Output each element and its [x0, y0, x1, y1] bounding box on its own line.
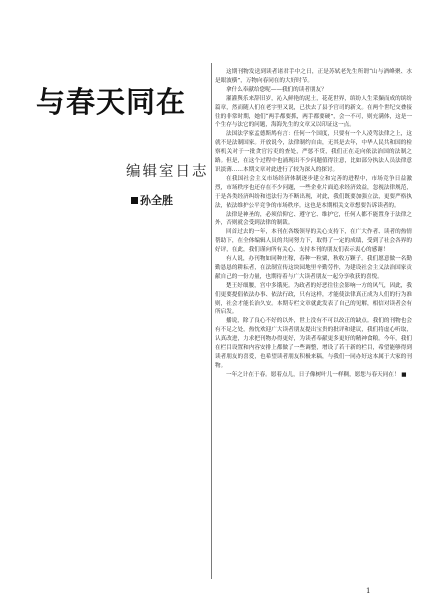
square-bullet-icon — [131, 197, 138, 204]
paragraph: 灌灌舆乐来辞旧岁，沁入鲜艳的泥土，花花世界，缤纷人生采撷而成的缤纷篇章，然而随人们在老字里又说，已扶去了县予官司的新文。在两个世纪交叠接往的非常时期，她们“两手都要抓，两手都要硬”，会一不可，则充满体，这是一个生存与法它的问题，海海先生的文章又以印证这一点。 — [215, 95, 412, 129]
column-divider — [211, 63, 212, 579]
author-name: 孙全胜 — [140, 194, 173, 207]
paragraph: 在我国社会主义市场经济体制逐步建立和完善的进程中，市场竞争日益激烈，市场秩序也还存在不少问题，一些企业片面追求经济效益，忽视法律规范，于是各类经济纠纷和违法行为不断出现，对此，我们既要加强立法，更要严格执法，依法维护公平竞争的市场秩序。这也是本期相关文章想要告诉读者的。 — [215, 175, 412, 209]
paragraph: 楚王好细腰，宫中多饿死。为政者的好恶往往会影响一方的风气，因此，我们更要提倡依法办事、依法行政，只有这样，才能使法律真正成为人们的行为准则，社会才能长治久安。本期专栏文章就此发表了自己的见解，相信对读者会有所启发。 — [215, 282, 412, 316]
paragraph: 回首过去的一年，本刊在各级领导的关心支持下，在广大作者、读者的热情帮助下，在全体编辑人员的共同努力下，取得了一定的成绩，受到了社会各界的好评，在此，我们谨向所有关心、支持本刊的朋友们表示衷心的感谢！ — [215, 229, 412, 254]
paragraph: 播说，除了良心不好的以外，世上没有不可以改正的缺点。我们的刊物也会有不足之处，热忱欢迎广大读者朋友提出宝贵的批评和建议，我们将虚心听取，认真改进，力求把刊物办得更好，为读者奉献更多更好的精神食粮。今年，我们在栏目设置和内容安排上都做了一些调整，增设了若干新的栏目，希望能够得到读者朋友的喜爱，也希望读者朋友积极来稿，与我们一同办好这本属于大家的刊物。 — [215, 318, 412, 369]
column-name: 编辑室日志 — [126, 164, 209, 180]
paragraph: 有人说，办刊物如同种庄稼，春种一粒粟，秋收万颗子。我们愿意做一名勤勤恳恳的耕耘者，在法制宣传这块园地里辛勤劳作，为建设社会主义法治国家贡献自己的一份力量，也期待着与广大读者朋友一起分享收获的喜悦。 — [215, 256, 412, 280]
page-number: 1 — [366, 587, 371, 595]
author-byline — [131, 192, 173, 208]
paragraph: 法律是神圣的，必须信仰它、遵守它、维护它，任何人都不能置身于法律之外，否则就会受到法律的制裁。 — [215, 211, 412, 227]
paragraph: 一年之计在于春。愿着点儿，日子像树叶儿一样稠，愿您与春天同在！ ■ — [215, 371, 412, 380]
article-body — [215, 68, 412, 380]
paragraph: 法国法学家孟德斯鸠有言：任何一个国度，只要有一个人凌驾法律之上，这就不是法制国家。开放说今，法律制约自由，无其是去年，中华人民共和国的检察机关对于一批贪官污吏的查处，严惩不贷，我们正在走向依法治国的法制之路。但是，在这个过程中也涌现出不少问题值得注意，比如部分执法人员法律意识淡薄……本期文章对此进行了较为深入的探讨。 — [215, 131, 412, 173]
paragraph: 拿什么奉献给您呢——我们的读者朋友？ — [226, 86, 327, 93]
paragraph: 这期刊物发送到读者诸君手中之日，正是苏轼老先生所谓“山与酒峰聚、水是眼波横”，万物向春同在的大好时节。 — [215, 69, 412, 84]
article-title: 与春天同在 — [36, 85, 187, 119]
